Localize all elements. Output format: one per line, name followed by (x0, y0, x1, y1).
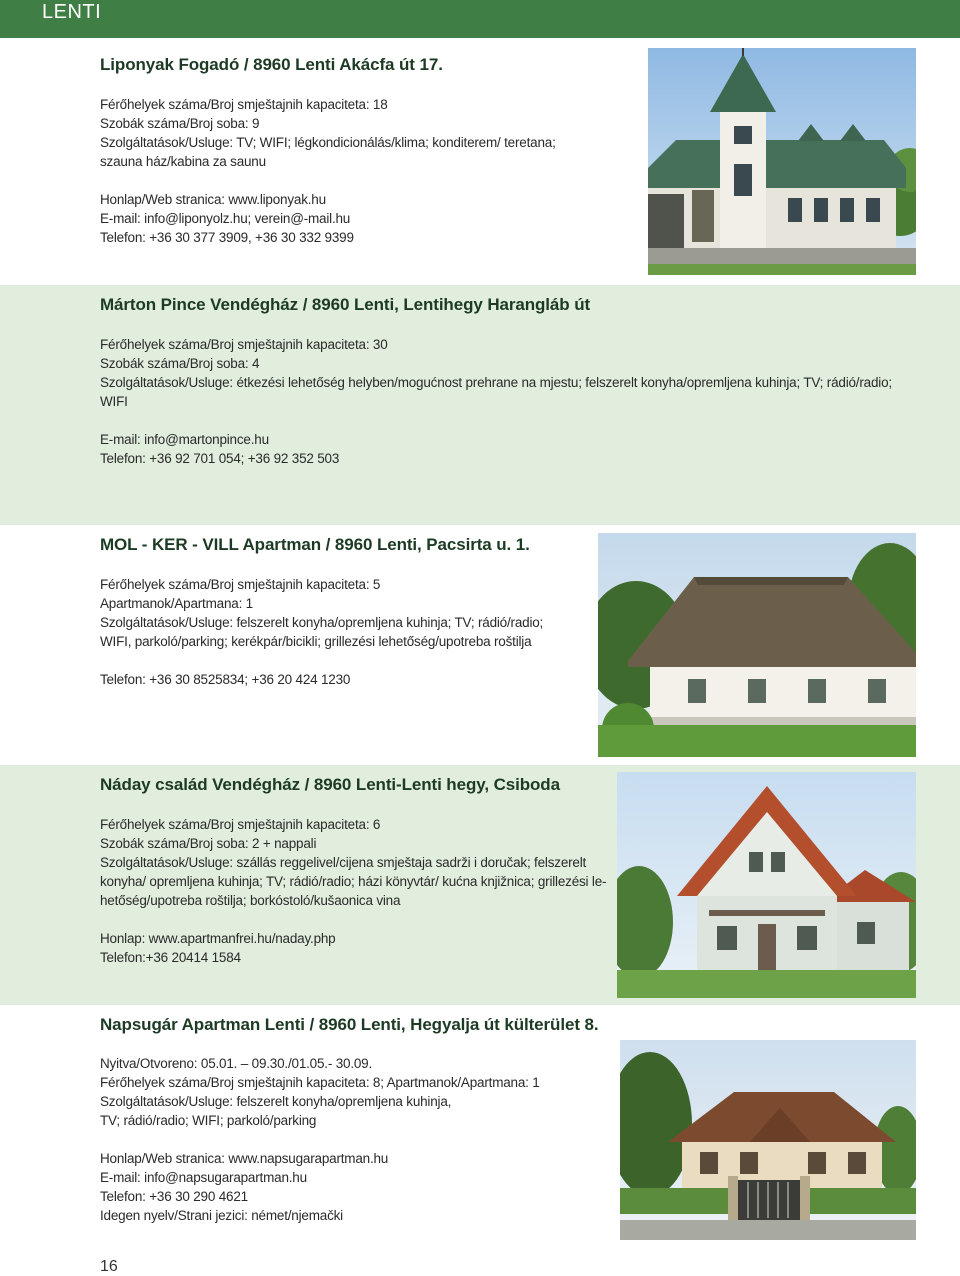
capacity-line: Férőhelyek száma/Broj smještajnih kapaciteta: 6 (100, 817, 381, 832)
capacity-line: Férőhelyek száma/Broj smještajnih kapaciteta: 30 (100, 337, 388, 352)
email-line: E-mail: info@martonpince.hu (100, 432, 269, 447)
phone-line: Telefon: +36 30 290 4621 (100, 1189, 248, 1204)
services-line: WIFI, parkoló/parking; kerékpár/bicikli; grillezési lehetőség/upotreba roštilja (100, 634, 532, 649)
lawn (617, 970, 916, 998)
phone-line: Telefon:+36 20414 1584 (100, 950, 241, 965)
grass (648, 264, 916, 275)
rooms-line: Szobák száma/Broj soba: 9 (100, 116, 260, 131)
photo-mol-ker-vill (598, 533, 916, 757)
photo-liponyak-fogado (648, 48, 916, 275)
listing-napsugar-apartman (0, 1005, 960, 1245)
porch (648, 194, 684, 248)
wall-base (650, 717, 916, 725)
email-line: E-mail: info@liponyolz.hu; verein@-mail.hu (100, 211, 351, 226)
listing-naday-csalad (0, 765, 960, 1005)
services-line: konyha/ opremljena kuhinja; TV; rádió/radio; házi könyvtár/ kućna knjižnica; grillezési le- (100, 874, 607, 889)
services-line: hetőség/upotreba roštilja; borkóstoló/kušaonica vina (100, 893, 401, 908)
lawn (598, 725, 916, 757)
services-line: szauna ház/kabina za saunu (100, 154, 266, 169)
building-wall (648, 188, 896, 248)
capacity-line: Férőhelyek száma/Broj smještajnih kapaciteta: 8; Apartmanok/Apartmana: 1 (100, 1075, 540, 1090)
phone-line: Telefon: +36 92 701 054; +36 92 352 503 (100, 451, 340, 466)
listing-title: Liponyak Fogadó / 8960 Lenti Akácfa út 17. (100, 55, 443, 74)
spacer (100, 910, 606, 929)
email-line: E-mail: info@napsugarapartman.hu (100, 1170, 307, 1185)
listing-title: Náday család Vendégház / 8960 Lenti-Lenti hegy, Csiboda (100, 775, 560, 794)
website-line: Honlap: www.apartmanfrei.hu/naday.php (100, 931, 336, 946)
page-number: 16 (100, 1258, 118, 1275)
spacer (100, 651, 543, 670)
services-line: Szolgáltatások/Usluge: TV; WIFI; légkondicionálás/klima; konditerem/ teretana; (100, 135, 556, 150)
opening-line: Nyitva/Otvoreno: 05.01. – 09.30./01.05.- 30.09. (100, 1056, 373, 1071)
listing-info (100, 95, 556, 247)
listing-title: MOL - KER - VILL Apartman / 8960 Lenti, Pacsirta u. 1. (100, 535, 530, 554)
listing-liponyak-fogado (0, 38, 960, 285)
services-line: WIFI (100, 394, 128, 409)
signboard (692, 190, 714, 242)
driveway (620, 1220, 916, 1240)
photo-napsugar-apartman (620, 1040, 916, 1240)
listing-title: Napsugár Apartman Lenti / 8960 Lenti, Hegyalja út külterület 8. (100, 1015, 599, 1034)
spacer (100, 411, 892, 430)
listing-info (100, 575, 543, 689)
website-line: Honlap/Web stranica: www.liponyak.hu (100, 192, 326, 207)
rooms-line: Szobák száma/Broj soba: 4 (100, 356, 260, 371)
services-line: TV; rádió/radio; WIFI; parkoló/parking (100, 1113, 317, 1128)
balcony (709, 910, 825, 916)
capacity-line: Férőhelyek száma/Broj smještajnih kapaciteta: 5 (100, 577, 381, 592)
services-line: Szolgáltatások/Usluge: felszerelt konyha/opremljena kuhinja, (100, 1094, 452, 1109)
capacity-line: Férőhelyek száma/Broj smještajnih kapaciteta: 18 (100, 97, 388, 112)
door (758, 924, 776, 970)
roof-ridge (694, 577, 848, 585)
header-band (0, 0, 960, 38)
phone-line: Telefon: +36 30 377 3909, +36 30 332 9399 (100, 230, 354, 245)
apartments-line: Apartmanok/Apartmana: 1 (100, 596, 253, 611)
listing-title: Márton Pince Vendégház / 8960 Lenti, Lentihegy Harangláb út (100, 295, 591, 314)
phone-line: Telefon: +36 30 8525834; +36 20 424 1230 (100, 672, 351, 687)
languages-line: Idegen nyelv/Strani jezici: német/njemački (100, 1208, 343, 1223)
website-line: Honlap/Web stranica: www.napsugarapartman.hu (100, 1151, 389, 1166)
roof (648, 140, 906, 188)
listing-info (100, 335, 892, 468)
rooms-line: Szobák száma/Broj soba: 2 + nappali (100, 836, 317, 851)
listing-info (100, 815, 606, 967)
services-line: Szolgáltatások/Usluge: étkezési lehetőség helyben/mogućnost prehrane na mjestu; felszerelt konyha/opremljena kuhinja; TV; rádió/radio; (100, 375, 892, 390)
header-title: LENTI (42, 1, 102, 23)
listing-info (100, 1054, 540, 1225)
listing-marton-pince (0, 285, 960, 525)
listing-mol-ker-vill (0, 525, 960, 765)
services-line: Szolgáltatások/Usluge: felszerelt konyha/opremljena kuhinja; TV; rádió/radio; (100, 615, 544, 630)
spacer (100, 1130, 540, 1149)
services-line: Szolgáltatások/Usluge: szállás reggelivel/cijena smještaja sadrži i doručak; felszerelt (100, 855, 587, 870)
photo-naday-csalad (617, 772, 916, 998)
spacer (100, 171, 556, 190)
